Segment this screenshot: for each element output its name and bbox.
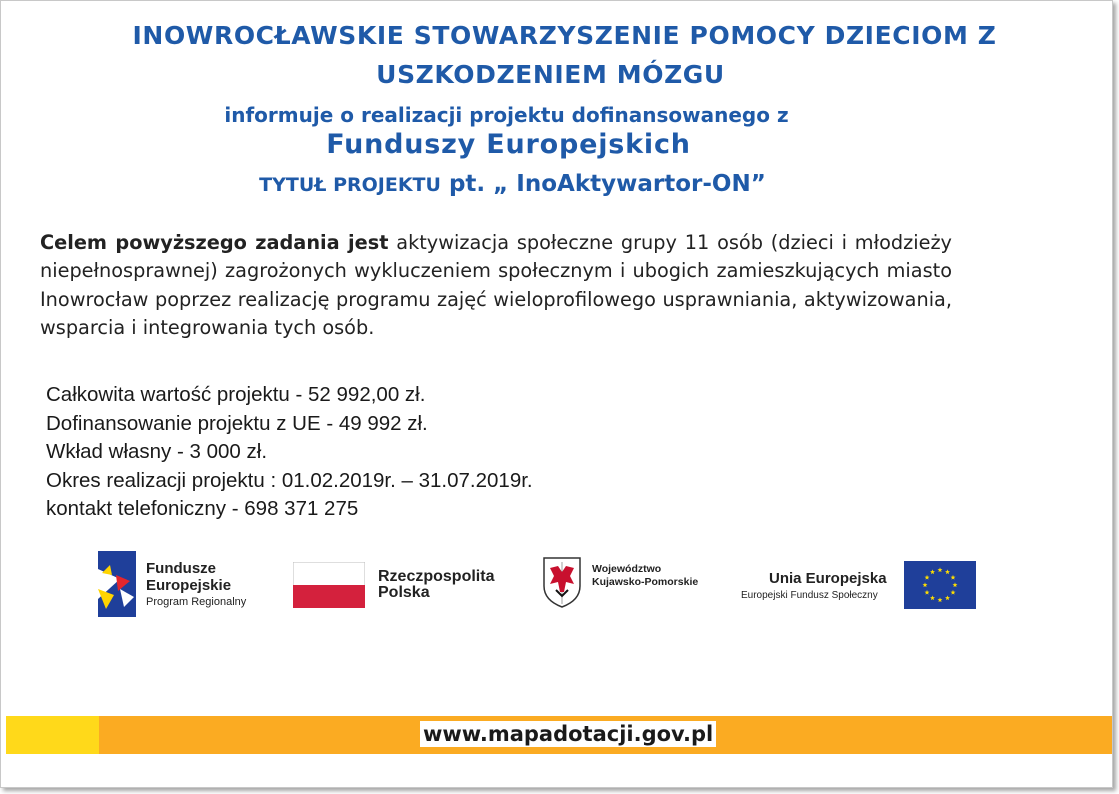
project-title-main: pt. „ InoAktywartor-ON” <box>440 171 766 197</box>
realization-period: Okres realizacji projektu : 01.02.2019r. – 31.07.2019r. <box>46 468 533 492</box>
footer-bar-yellow-segment <box>6 716 99 754</box>
project-facts <box>46 381 533 524</box>
kp-logo-line-2: Kujawsko-Pomorskie <box>592 576 699 588</box>
kujawsko-pomorskie-coat-of-arms-icon <box>542 556 582 608</box>
kp-logo-line-1: Województwo <box>592 563 662 575</box>
project-description <box>40 229 952 342</box>
fe-logo-name <box>146 560 231 594</box>
rp-logo-line-2: Polska <box>378 584 430 601</box>
funding-logos-strip <box>1 546 1112 626</box>
footer-url-link[interactable]: www.mapadotacji.gov.pl <box>420 721 716 747</box>
ue-logo-name: Unia Europejska <box>769 570 887 587</box>
fe-logo-subtitle: Program Regionalny <box>146 596 247 608</box>
polish-flag-icon <box>293 562 365 608</box>
org-name-line-2: USZKODZENIEM MÓZGU <box>376 60 725 89</box>
funds-line: Funduszy Europejskich <box>326 129 691 160</box>
org-name-line-1: INOWROCŁAWSKIE STOWARZYSZENIE POMOCY DZIECIOM Z <box>132 21 997 50</box>
fe-logo-line-1: Fundusze <box>146 560 216 577</box>
eu-flag-icon <box>904 561 976 609</box>
kp-logo-name <box>592 563 698 589</box>
project-title-prefix: TYTUŁ PROJEKTU <box>259 174 441 196</box>
phone-contact: kontakt telefoniczny - 698 371 275 <box>46 497 359 521</box>
rp-logo-line-1: Rzeczpospolita <box>378 568 495 585</box>
fe-logo-line-2: Europejskie <box>146 577 232 594</box>
description-text: aktywizacja społeczne grupy 11 osób (dzieci i młodzieży niepełnosprawnej) zagrożonych wykluczeniem społecznym i ubogich zamieszkujących miasto Inowrocław poprzez realizację programu zajęć wieloprofilowego usprawniania, aktywizowania, wsparcia i integrowania tych osób. <box>40 231 952 339</box>
eu-cofinancing: Dofinansowanie projektu z UE - 49 992 zł. <box>46 411 428 435</box>
intro-line: informuje o realizacji projektu dofinansowanego z <box>224 103 789 127</box>
description-lead: Celem powyższego zadania jest <box>40 231 389 254</box>
rp-logo-name <box>378 569 494 601</box>
project-title <box>0 171 1068 197</box>
fundusze-europejskie-logo-icon <box>96 551 138 617</box>
ue-logo-subtitle: Europejski Fundusz Społeczny <box>741 590 878 601</box>
own-contribution: Wkład własny - 3 000 zł. <box>46 440 268 464</box>
total-value: Całkowita wartość projektu - 52 992,00 zł. <box>46 383 426 406</box>
